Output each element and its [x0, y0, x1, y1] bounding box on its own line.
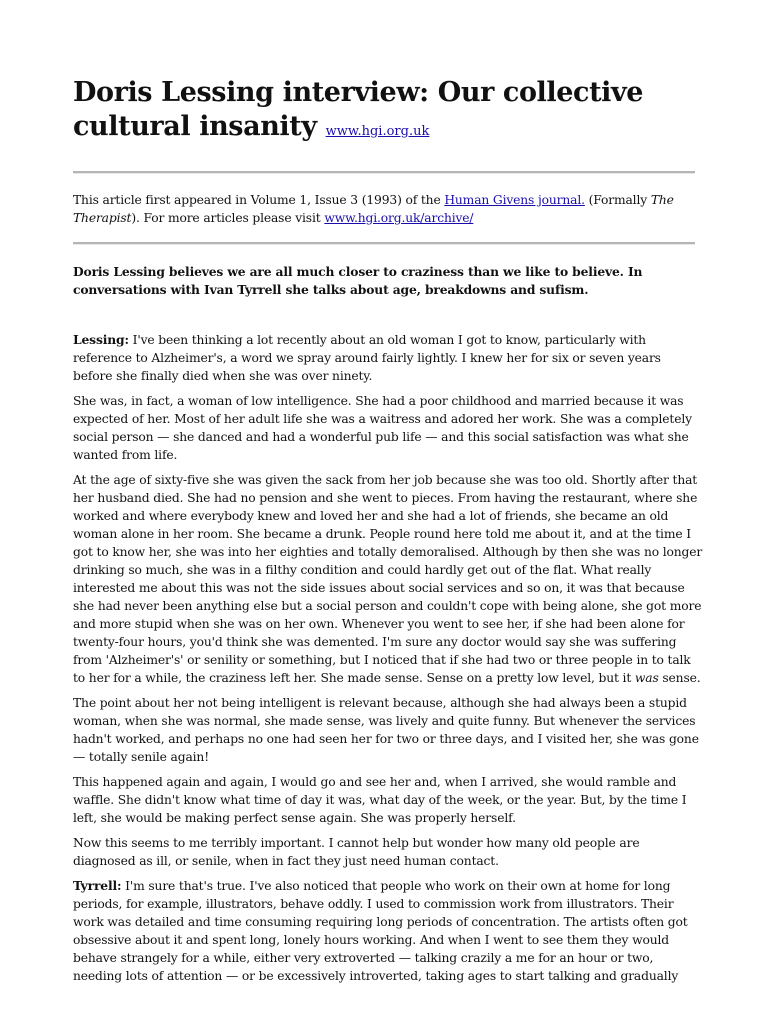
paragraph-2: She was, in fact, a woman of low intelligence. She had a poor childhood and married because it was expected of her. Most of her adult life she was a waitress and adored her work. She was a completely social person — she danced and had a wonderful pub life — and this social satisfaction was what she wanted from life.	[73, 394, 692, 462]
paragraph-3-text-a: At the age of sixty-five she was given the sack from her job because she was too old. Shortly after that her husband died. She had no pension and she went to pieces. From having the restaurant, where she worked and where everybody knew and loved her and she had a lot of friends, she became an old woman alone in her room. She became a drunk. People round here told me about it, and at the time I got to know her, she was into her eighties and totally demoralised. Although by then she was no longer drinking so much, she was in a filthy condition and could hardly get out of the flat. What really interested me about this was not the side issues about social services and so on, it was that because she had never been anything else but a social person and couldn't cope with being alone, she got more and more stupid when she was on her own. Whenever you went to see her, if she had been alone for twenty-four hours, you'd think she was demented. I'm sure any doctor would say she was suffering from 'Alzheimer's' or senility or something, but I noticed that if she had two or three people in to talk to her for a while, the craziness left her. She made sense. Sense on a pretty low level, but it	[73, 473, 703, 685]
speaker-tyrrell: Tyrrell:	[73, 878, 122, 893]
site-link[interactable]: www.hgi.org.uk	[325, 124, 430, 139]
page-title	[73, 76, 713, 149]
paragraph-4: The point about her not being intelligent is relevant because, although she had always been a stupid woman, when she was normal, she made sense, was lively and quite funny. But whenever the services hadn't worked, and perhaps no one had seen her for two or three days, and I visited her, she was gone — totally senile again!	[73, 696, 699, 764]
article-body	[73, 331, 703, 992]
intro-text-1: This article first appeared in Volume 1, Issue 3 (1993) of the	[73, 193, 445, 207]
paragraph-3-text-b: sense.	[658, 671, 701, 685]
paragraph-1	[73, 331, 703, 385]
divider-top	[73, 171, 695, 174]
title-text: Doris Lessing interview: Our collective cultural insanity	[73, 77, 644, 142]
divider-bottom	[73, 242, 695, 245]
paragraph-7	[73, 877, 703, 985]
intro-paragraph	[73, 191, 703, 227]
journal-link[interactable]: Human Givens journal.	[444, 193, 585, 207]
lead-paragraph: Doris Lessing believes we are all much closer to craziness than we like to believe. In conversations with Ivan Tyrrell she talks about age, breakdowns and sufism.	[73, 264, 643, 297]
intro-text-2: (Formally	[584, 193, 651, 207]
paragraph-5: This happened again and again, I would go and see her and, when I arrived, she would ramble and waffle. She didn't know what time of day it was, what day of the week, or the year. But, by the time I left, she would be making perfect sense again. She was properly herself.	[73, 775, 687, 825]
intro-text-3: ). For more articles please visit	[131, 211, 325, 225]
archive-link[interactable]: www.hgi.org.uk/archive/	[324, 211, 474, 225]
former-journal-title: The Therapist	[73, 193, 674, 225]
paragraph-1-text: I've been thinking a lot recently about an old woman I got to know, particularly with reference to Alzheimer's, a word we spray around fairly lightly. I knew her for six or seven years before she finally died when she was over ninety.	[73, 333, 661, 383]
paragraph-3-emphasis: was	[634, 671, 659, 685]
paragraph-6: Now this seems to me terribly important. I cannot help but wonder how many old people are diagnosed as ill, or senile, when in fact they just need human contact.	[73, 836, 640, 868]
speaker-lessing: Lessing:	[73, 332, 129, 347]
paragraph-7-text: I'm sure that's true. I've also noticed that people who work on their own at home for long periods, for example, illustrators, behave oddly. I used to commission work from illustrators. Their work was detailed and time consuming requiring long periods of concentration. The artists often got obsessive about it and spent long, lonely hours working. And when I went to see them they would behave strangely for a while, either very extroverted — talking crazily a me for an hour or two, needing lots of attention — or be excessively introverted, taking ages to start talking and gradually	[73, 879, 688, 983]
paragraph-3	[73, 471, 703, 687]
